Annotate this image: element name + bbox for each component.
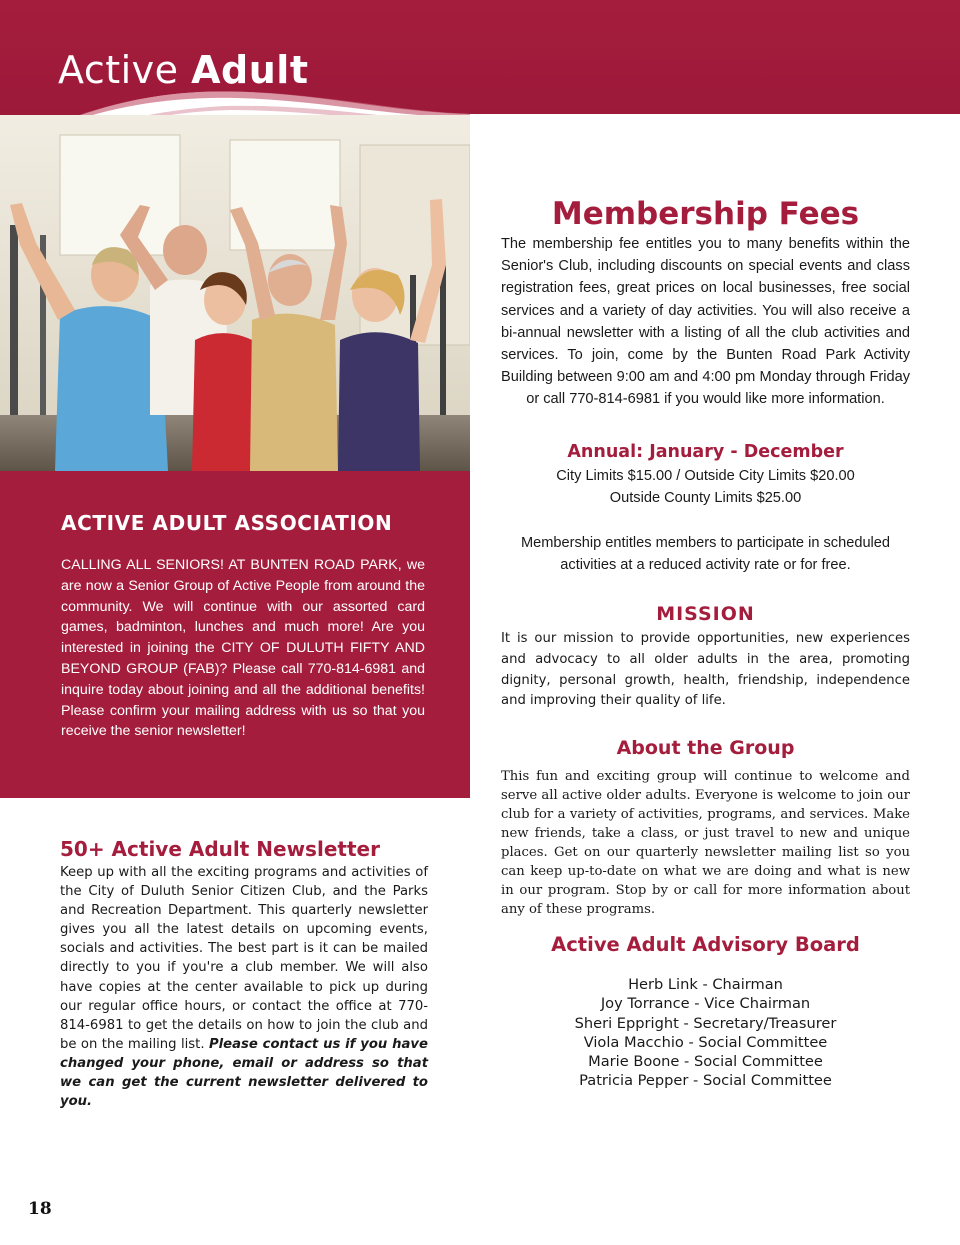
about-body: This fun and exciting group will continue to welcome and serve all active older adults. Everyone is welcome to join our club for a variety of activities, programs, and services. Make new friends, take a class, or just travel to new and unique places. Get on our quarterly newsletter mailing list so you can keep up-to-date on what we are doing and what is new in our program. Stop by or call for more information about any of these programs. <box>501 769 910 917</box>
fee-line-city: City Limits $15.00 / Outside City Limits $20.00 <box>556 468 855 484</box>
newsletter-heading: 50+ Active Adult Newsletter <box>60 837 380 861</box>
header-title-light: Active <box>58 48 179 92</box>
header-title-bold: Adult <box>191 48 309 92</box>
about-heading: About the Group <box>616 737 795 759</box>
advisory-board-heading: Active Adult Advisory Board <box>551 933 860 956</box>
mission-heading: MISSION <box>656 603 755 625</box>
group-of-seniors-cheering-photo-icon <box>0 115 470 471</box>
board-member: Sheri Eppright - Secretary/Treasurer <box>574 1014 837 1032</box>
board-member: Joy Torrance - Vice Chairman <box>600 995 811 1013</box>
page-number: 18 <box>28 1199 52 1219</box>
membership-fees-heading: Membership Fees <box>551 196 860 232</box>
board-member: Patricia Pepper - Social Committee <box>579 1072 832 1090</box>
newsletter-body-text: Keep up with all the exciting programs and activities of the City of Duluth Senior Citizen Club, and the Parks and Recreation Department. This quarterly newsletter gives you all the latest details on upcoming events, socials and activities. The best part is it can be mailed directly to you if you're a club member. We will also have copies at the center available to pick up during our regular office hours, or contact the office at 770-814-6981 to get the details on how to join the club and be on the mailing list. <box>60 865 428 1052</box>
association-panel <box>0 471 470 798</box>
association-body: CALLING ALL SENIORS! AT BUNTEN ROAD PARK, we are now a Senior Group of Active People from around the community. We will continue with our assorted card games, badminton, lunches and much more! Are you interested in joining the CITY OF DULUTH FIFTY AND BEYOND GROUP (FAB)? Please call 770-814-6981 and inquire today about joining and all the additional benefits! Please confirm your mailing address with us so that you receive the senior newsletter! <box>61 557 425 740</box>
group-photo <box>0 115 470 471</box>
newsletter-emphasis: Please contact us if you have changed your phone, email or address so that we can get the current newsletter delivered to you. <box>60 1036 428 1110</box>
membership-entitles-text: Membership entitles members to participate in scheduled activities at a reduced activity rate or for free. <box>520 535 891 574</box>
newsletter-body <box>60 863 428 1111</box>
membership-fees-body: The membership fee entitles you to many benefits within the Senior's Club, including discounts on special events and class registration fees, great prices on local businesses, free social services and a variety of day activities. You will also receive a bi-annual newsletter with a listing of all the club activities and services. To join, come by the Bunten Road Park Activity Building between 9:00 am and 4:00 pm Monday through Friday or call 770-814-6981 if you would like more information. <box>501 236 910 408</box>
page-header-title <box>58 48 309 92</box>
advisory-board-list <box>501 975 910 1091</box>
board-member: Marie Boone - Social Committee <box>588 1053 823 1071</box>
association-heading: ACTIVE ADULT ASSOCIATION <box>61 511 393 535</box>
annual-heading: Annual: January - December <box>567 442 844 462</box>
mission-body: It is our mission to provide opportunities, new experiences and advocacy to all older adults in the area, promoting dignity, personal growth, health, friendship, independence and improving their quality of life. <box>501 631 910 709</box>
board-member: Viola Macchio - Social Committee <box>583 1033 828 1051</box>
fee-line-county: Outside County Limits $25.00 <box>609 490 802 506</box>
board-member: Herb Link - Chairman <box>628 976 783 993</box>
